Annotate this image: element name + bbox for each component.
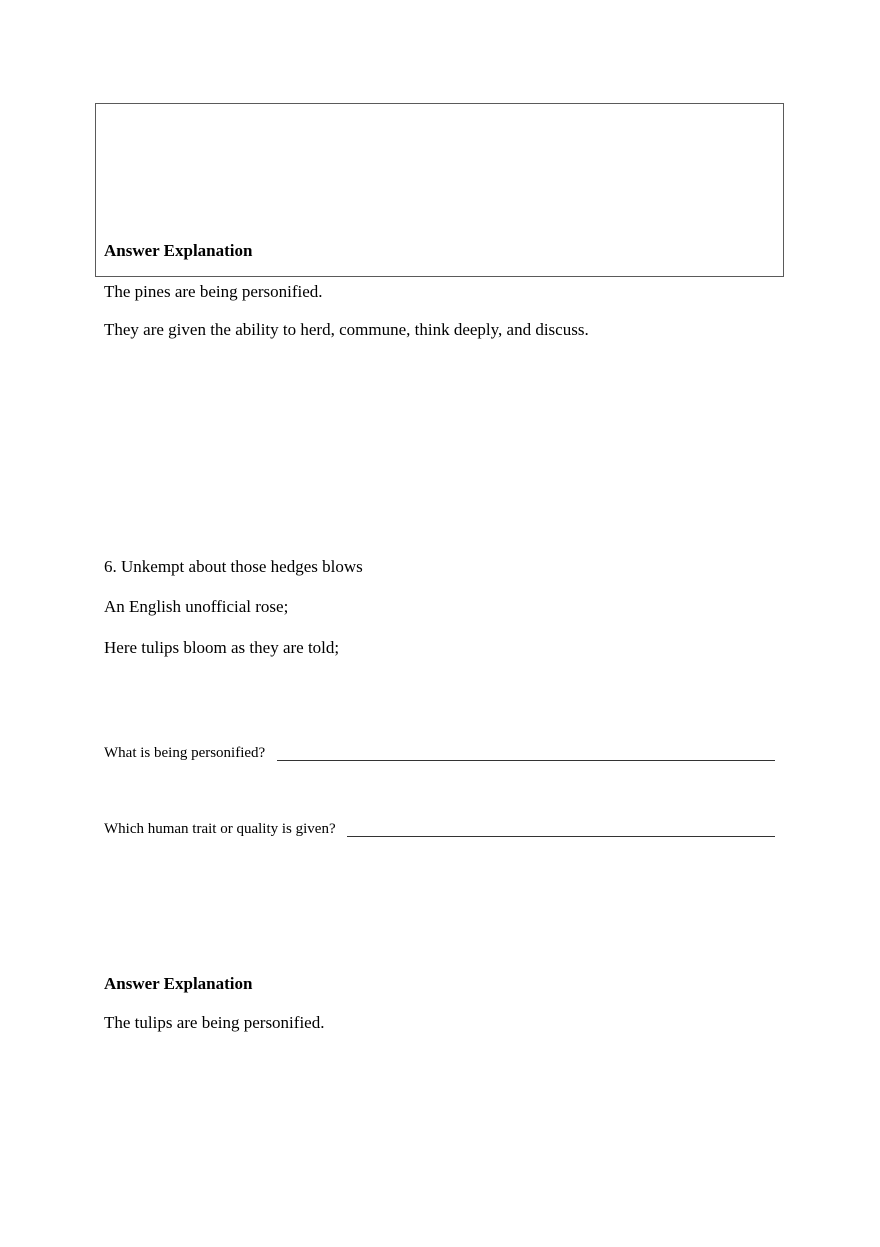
poem-line: Here tulips bloom as they are told; — [104, 638, 340, 657]
poem-line: 6. Unkempt about those hedges blows — [104, 557, 363, 576]
answer-blank-trait[interactable] — [347, 836, 775, 837]
answer-explanation-heading: Answer Explanation — [104, 974, 253, 993]
question-prompt-trait: Which human trait or quality is given? — [104, 821, 336, 837]
poem-line: An English unofficial rose; — [104, 597, 289, 616]
question-prompt-personified: What is being personified? — [104, 745, 266, 761]
answer-blank-personified[interactable] — [277, 760, 775, 761]
explanation-line: The tulips are being personified. — [104, 1013, 325, 1032]
explanation-line: The pines are being personified. — [104, 282, 323, 301]
answer-explanation-heading: Answer Explanation — [104, 241, 253, 260]
explanation-line: They are given the ability to herd, commune, think deeply, and discuss. — [104, 320, 589, 339]
